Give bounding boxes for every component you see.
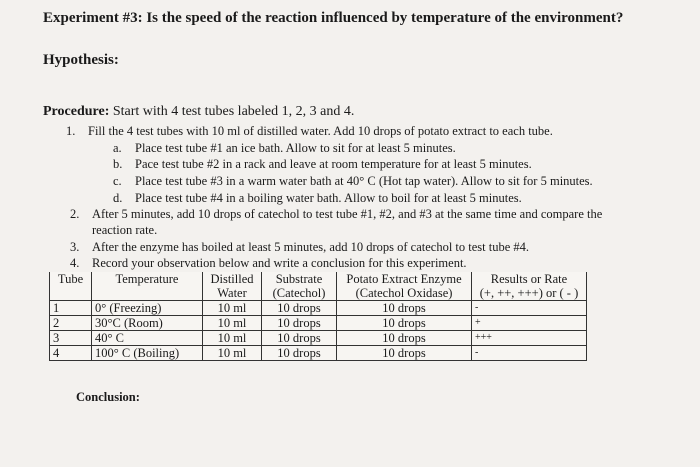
step-3: 3. After the enzyme has boiled at least 5 minutes, add 10 drops of catechol to test tube #4. xyxy=(70,240,530,254)
step-4: 4. Record your observation below and write a conclusion for this experiment. xyxy=(70,256,467,270)
table-header-row xyxy=(50,272,587,286)
table-row: 2 30°C (Room) 10 ml 10 drops 10 drops + xyxy=(50,316,587,331)
header-substrate: Substrate xyxy=(262,272,337,286)
header-results-scale: (+, ++, +++) or ( - ) xyxy=(472,286,587,301)
step-2-cont: reaction rate. xyxy=(92,223,158,237)
conclusion-label: Conclusion: xyxy=(76,390,140,404)
step-1d: d. Place test tube #4 in a boiling water bath. Allow to boil for at least 5 minutes. xyxy=(113,191,522,205)
header-temperature: Temperature xyxy=(92,272,203,286)
step-1a: a. Place test tube #1 an ice bath. Allow to sit for at least 5 minutes. xyxy=(113,141,456,155)
hypothesis-label: Hypothesis: xyxy=(43,52,119,68)
header-catechol-oxidase: (Catechol Oxidase) xyxy=(337,286,472,301)
step-1c: c. Place test tube #3 in a warm water bath at 40° C (Hot tap water). Allow to sit for 5 minutes. xyxy=(113,174,593,188)
results-table xyxy=(49,272,587,361)
table-row: 3 40° C 10 ml 10 drops 10 drops +++ xyxy=(50,331,587,346)
header-enzyme: Potato Extract Enzyme xyxy=(337,272,472,286)
table-row: 4 100° C (Boiling) 10 ml 10 drops 10 drops - xyxy=(50,346,587,361)
page-title: Experiment #3: Is the speed of the reaction influenced by temperature of the environment? xyxy=(43,10,624,26)
step-1b: b. Pace test tube #2 in a rack and leave at room temperature for at least 5 minutes. xyxy=(113,157,532,171)
header-results: Results or Rate xyxy=(472,272,587,286)
header-tube: Tube xyxy=(50,272,92,286)
table-header-row-2 xyxy=(50,286,587,301)
table-row: 1 0° (Freezing) 10 ml 10 drops 10 drops - xyxy=(50,301,587,316)
procedure-intro-text: Start with 4 test tubes labeled 1, 2, 3 and 4. xyxy=(109,104,355,119)
header-water: Water xyxy=(203,286,262,301)
procedure-intro xyxy=(43,104,354,120)
procedure-label: Procedure: xyxy=(43,104,110,119)
header-catechol: (Catechol) xyxy=(262,286,337,301)
step-1: 1. Fill the 4 test tubes with 10 ml of distilled water. Add 10 drops of potato extract to each tube. xyxy=(66,124,553,138)
step-2: 2. After 5 minutes, add 10 drops of catechol to test tube #1, #2, and #3 at the same time and compare the xyxy=(70,207,603,221)
header-distilled: Distilled xyxy=(203,272,262,286)
